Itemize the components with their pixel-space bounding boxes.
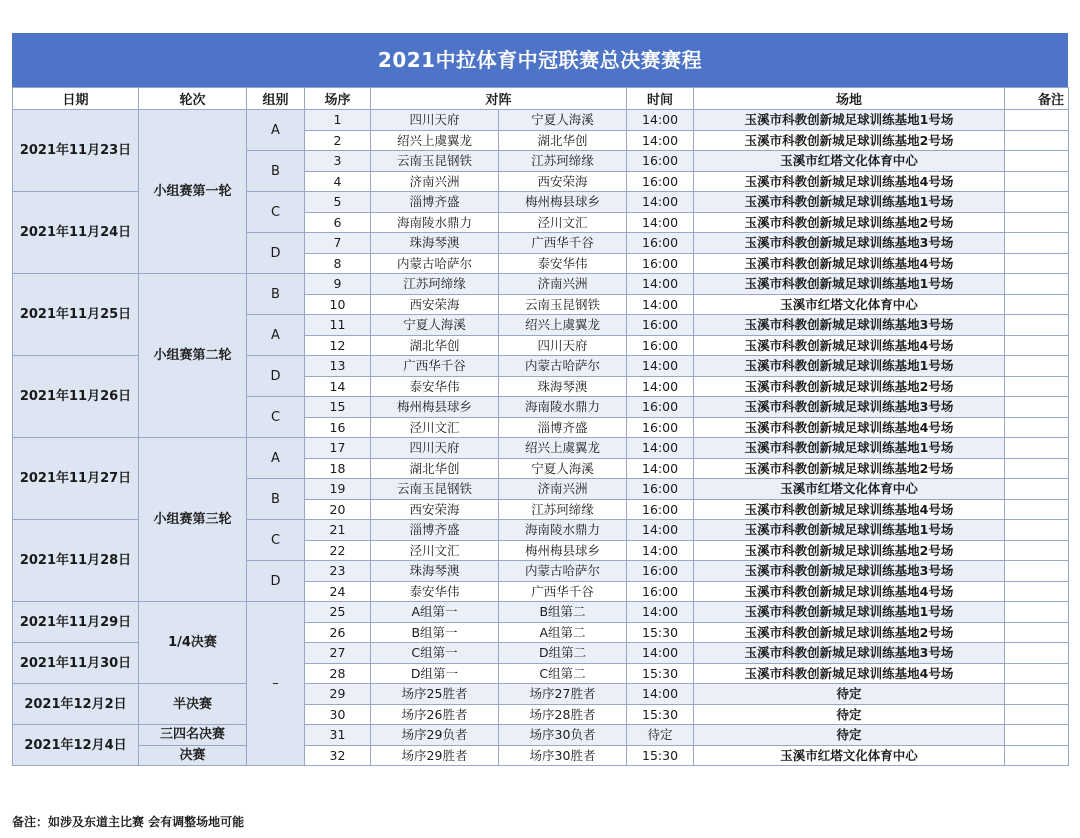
home-team-cell: 济南兴洲 [371,171,499,192]
match-number-cell: 7 [305,233,371,254]
venue-cell: 玉溪市科教创新城足球训练基地4号场 [694,581,1005,602]
remarks-cell [1005,540,1069,561]
time-cell: 16:00 [627,417,694,438]
venue-cell: 玉溪市科教创新城足球训练基地4号场 [694,253,1005,274]
away-team-cell: 珠海琴澳 [499,376,627,397]
away-team-cell: 场序27胜者 [499,684,627,705]
date-cell: 2021年11月30日 [13,643,139,684]
header-row [13,88,1069,110]
remarks-cell [1005,274,1069,295]
venue-cell: 玉溪市红塔文化体育中心 [694,479,1005,500]
time-cell: 15:30 [627,663,694,684]
header-group: 组别 [247,88,305,110]
time-cell: 15:30 [627,745,694,766]
away-team-cell: 内蒙古哈萨尔 [499,561,627,582]
date-cell: 2021年11月25日 [13,274,139,356]
date-cell: 2021年11月27日 [13,438,139,520]
venue-cell: 玉溪市科教创新城足球训练基地1号场 [694,110,1005,131]
venue-cell: 玉溪市科教创新城足球训练基地4号场 [694,171,1005,192]
match-number-cell: 11 [305,315,371,336]
time-cell: 14:00 [627,458,694,479]
match-number-cell: 21 [305,520,371,541]
header-date: 日期 [13,88,139,110]
time-cell: 14:00 [627,643,694,664]
venue-cell: 玉溪市科教创新城足球训练基地4号场 [694,335,1005,356]
away-team-cell: D组第二 [499,643,627,664]
away-team-cell: 广西华千谷 [499,581,627,602]
away-team-cell: 场序28胜者 [499,704,627,725]
venue-cell: 玉溪市科教创新城足球训练基地2号场 [694,212,1005,233]
remarks-cell [1005,151,1069,172]
time-cell: 16:00 [627,151,694,172]
home-team-cell: 绍兴上虞翼龙 [371,130,499,151]
date-cell: 2021年11月23日 [13,110,139,192]
home-team-cell: 泾川文汇 [371,417,499,438]
match-number-cell: 24 [305,581,371,602]
time-cell: 14:00 [627,602,694,623]
match-number-cell: 13 [305,356,371,377]
away-team-cell: 海南陵水鼎力 [499,397,627,418]
time-cell: 16:00 [627,479,694,500]
venue-cell: 玉溪市科教创新城足球训练基地2号场 [694,540,1005,561]
away-team-cell: 泰安华伟 [499,253,627,274]
match-number-cell: 17 [305,438,371,459]
home-team-cell: 淄博齐盛 [371,520,499,541]
match-number-cell: 6 [305,212,371,233]
match-number-cell: 2 [305,130,371,151]
remarks-cell [1005,376,1069,397]
remarks-cell [1005,622,1069,643]
venue-cell: 玉溪市科教创新城足球训练基地1号场 [694,602,1005,623]
home-team-cell: 场序29负者 [371,725,499,746]
remarks-cell [1005,520,1069,541]
match-number-cell: 23 [305,561,371,582]
away-team-cell: 绍兴上虞翼龙 [499,315,627,336]
date-cell: 2021年12月4日 [13,725,139,766]
remarks-cell [1005,315,1069,336]
venue-cell: 待定 [694,725,1005,746]
round-cell: 决赛 [139,745,247,766]
home-team-cell: 西安荣海 [371,294,499,315]
date-cell: 2021年11月29日 [13,602,139,643]
away-team-cell: 西安荣海 [499,171,627,192]
match-number-cell: 14 [305,376,371,397]
venue-cell: 玉溪市科教创新城足球训练基地2号场 [694,376,1005,397]
match-number-cell: 32 [305,745,371,766]
time-cell: 16:00 [627,561,694,582]
schedule-container [12,33,1068,766]
remarks-cell [1005,171,1069,192]
match-number-cell: 26 [305,622,371,643]
venue-cell: 玉溪市红塔文化体育中心 [694,294,1005,315]
match-number-cell: 10 [305,294,371,315]
match-number-cell: 15 [305,397,371,418]
match-number-cell: 30 [305,704,371,725]
away-team-cell: 绍兴上虞翼龙 [499,438,627,459]
home-team-cell: C组第一 [371,643,499,664]
venue-cell: 玉溪市科教创新城足球训练基地1号场 [694,438,1005,459]
time-cell: 15:30 [627,704,694,725]
venue-cell: 玉溪市科教创新城足球训练基地1号场 [694,274,1005,295]
venue-cell: 玉溪市科教创新城足球训练基地4号场 [694,417,1005,438]
away-team-cell: 江苏珂缔缘 [499,151,627,172]
away-team-cell: 宁夏人海溪 [499,110,627,131]
match-number-cell: 19 [305,479,371,500]
round-cell: 1/4决赛 [139,602,247,684]
group-cell: A [247,315,305,356]
remarks-cell [1005,233,1069,254]
round-cell: 半决赛 [139,684,247,725]
remarks-cell [1005,499,1069,520]
venue-cell: 玉溪市科教创新城足球训练基地3号场 [694,315,1005,336]
home-team-cell: 场序25胜者 [371,684,499,705]
home-team-cell: 泾川文汇 [371,540,499,561]
remarks-cell [1005,643,1069,664]
time-cell: 14:00 [627,274,694,295]
round-cell: 小组赛第一轮 [139,110,247,274]
schedule-title: 2021中拉体育中冠联赛总决赛赛程 [12,33,1068,87]
group-cell: C [247,397,305,438]
home-team-cell: 云南玉昆钢铁 [371,479,499,500]
remarks-cell [1005,602,1069,623]
round-cell: 小组赛第三轮 [139,438,247,602]
time-cell: 待定 [627,725,694,746]
home-team-cell: 珠海琴澳 [371,561,499,582]
home-team-cell: 内蒙古哈萨尔 [371,253,499,274]
home-team-cell: 宁夏人海溪 [371,315,499,336]
remarks-cell [1005,192,1069,213]
match-number-cell: 1 [305,110,371,131]
remarks-cell [1005,212,1069,233]
schedule-body [13,110,1069,766]
group-cell: D [247,561,305,602]
away-team-cell: 场序30胜者 [499,745,627,766]
home-team-cell: 西安荣海 [371,499,499,520]
venue-cell: 玉溪市科教创新城足球训练基地4号场 [694,663,1005,684]
home-team-cell: 湖北华创 [371,335,499,356]
remarks-cell [1005,581,1069,602]
date-cell: 2021年11月26日 [13,356,139,438]
time-cell: 16:00 [627,315,694,336]
away-team-cell: 广西华千谷 [499,233,627,254]
away-team-cell: 宁夏人海溪 [499,458,627,479]
remarks-cell [1005,253,1069,274]
home-team-cell: B组第一 [371,622,499,643]
remarks-cell [1005,684,1069,705]
home-team-cell: 四川天府 [371,110,499,131]
group-cell: A [247,438,305,479]
venue-cell: 玉溪市科教创新城足球训练基地2号场 [694,130,1005,151]
match-number-cell: 22 [305,540,371,561]
header-match-no: 场序 [305,88,371,110]
time-cell: 16:00 [627,233,694,254]
time-cell: 16:00 [627,335,694,356]
away-team-cell: 海南陵水鼎力 [499,520,627,541]
remarks-cell [1005,725,1069,746]
time-cell: 14:00 [627,438,694,459]
date-cell: 2021年12月2日 [13,684,139,725]
remarks-cell [1005,704,1069,725]
home-team-cell: 江苏珂缔缘 [371,274,499,295]
table-row [13,602,1069,623]
away-team-cell: 济南兴洲 [499,274,627,295]
remarks-cell [1005,663,1069,684]
remarks-cell [1005,561,1069,582]
header-matchup: 对阵 [371,88,627,110]
match-number-cell: 27 [305,643,371,664]
home-team-cell: D组第一 [371,663,499,684]
away-team-cell: 内蒙古哈萨尔 [499,356,627,377]
match-number-cell: 4 [305,171,371,192]
away-team-cell: 梅州梅县球乡 [499,540,627,561]
home-team-cell: 场序29胜者 [371,745,499,766]
venue-cell: 玉溪市科教创新城足球训练基地1号场 [694,356,1005,377]
header-round: 轮次 [139,88,247,110]
time-cell: 16:00 [627,253,694,274]
home-team-cell: 泰安华伟 [371,376,499,397]
venue-cell: 玉溪市科教创新城足球训练基地3号场 [694,397,1005,418]
time-cell: 14:00 [627,540,694,561]
match-number-cell: 31 [305,725,371,746]
remarks-cell [1005,417,1069,438]
time-cell: 16:00 [627,499,694,520]
venue-cell: 玉溪市科教创新城足球训练基地1号场 [694,192,1005,213]
remarks-cell [1005,458,1069,479]
match-number-cell: 28 [305,663,371,684]
match-number-cell: 18 [305,458,371,479]
remarks-cell [1005,335,1069,356]
time-cell: 16:00 [627,171,694,192]
time-cell: 14:00 [627,130,694,151]
away-team-cell: B组第二 [499,602,627,623]
time-cell: 14:00 [627,110,694,131]
table-row [13,274,1069,295]
time-cell: 16:00 [627,581,694,602]
match-number-cell: 20 [305,499,371,520]
venue-cell: 待定 [694,684,1005,705]
home-team-cell: A组第一 [371,602,499,623]
away-team-cell: C组第二 [499,663,627,684]
home-team-cell: 珠海琴澳 [371,233,499,254]
time-cell: 15:30 [627,622,694,643]
away-team-cell: 淄博齐盛 [499,417,627,438]
venue-cell: 玉溪市科教创新城足球训练基地3号场 [694,643,1005,664]
table-row [13,725,1069,746]
round-cell: 小组赛第二轮 [139,274,247,438]
away-team-cell: 湖北华创 [499,130,627,151]
group-cell: C [247,192,305,233]
group-cell: C [247,520,305,561]
remarks-cell [1005,110,1069,131]
match-number-cell: 12 [305,335,371,356]
schedule-table [12,87,1069,766]
remarks-cell [1005,356,1069,377]
date-cell: 2021年11月28日 [13,520,139,602]
venue-cell: 玉溪市科教创新城足球训练基地2号场 [694,458,1005,479]
home-team-cell: 梅州梅县球乡 [371,397,499,418]
away-team-cell: 云南玉昆钢铁 [499,294,627,315]
remarks-cell [1005,397,1069,418]
time-cell: 16:00 [627,397,694,418]
home-team-cell: 淄博齐盛 [371,192,499,213]
away-team-cell: 场序30负者 [499,725,627,746]
footnote: 备注：如涉及东道主比赛 会有调整场地可能 [12,815,245,829]
away-team-cell: 济南兴洲 [499,479,627,500]
home-team-cell: 广西华千谷 [371,356,499,377]
match-number-cell: 3 [305,151,371,172]
venue-cell: 待定 [694,704,1005,725]
home-team-cell: 海南陵水鼎力 [371,212,499,233]
remarks-cell [1005,479,1069,500]
remarks-cell [1005,294,1069,315]
header-remarks: 备注 [1005,88,1069,110]
group-cell: A [247,110,305,151]
home-team-cell: 泰安华伟 [371,581,499,602]
time-cell: 14:00 [627,376,694,397]
time-cell: 14:00 [627,294,694,315]
match-number-cell: 25 [305,602,371,623]
away-team-cell: 四川天府 [499,335,627,356]
match-number-cell: 5 [305,192,371,213]
venue-cell: 玉溪市红塔文化体育中心 [694,151,1005,172]
group-cell: – [247,602,305,766]
away-team-cell: 梅州梅县球乡 [499,192,627,213]
header-time: 时间 [627,88,694,110]
round-cell: 三四名决赛 [139,725,247,746]
group-cell: B [247,151,305,192]
venue-cell: 玉溪市科教创新城足球训练基地3号场 [694,233,1005,254]
header-venue: 场地 [694,88,1005,110]
venue-cell: 玉溪市科教创新城足球训练基地2号场 [694,622,1005,643]
match-number-cell: 9 [305,274,371,295]
remarks-cell [1005,438,1069,459]
group-cell: D [247,356,305,397]
table-row [13,110,1069,131]
group-cell: B [247,274,305,315]
match-number-cell: 29 [305,684,371,705]
time-cell: 14:00 [627,212,694,233]
venue-cell: 玉溪市科教创新城足球训练基地3号场 [694,561,1005,582]
date-cell: 2021年11月24日 [13,192,139,274]
home-team-cell: 湖北华创 [371,458,499,479]
remarks-cell [1005,130,1069,151]
time-cell: 14:00 [627,192,694,213]
venue-cell: 玉溪市科教创新城足球训练基地1号场 [694,520,1005,541]
time-cell: 14:00 [627,356,694,377]
time-cell: 14:00 [627,520,694,541]
table-row [13,684,1069,705]
match-number-cell: 16 [305,417,371,438]
home-team-cell: 四川天府 [371,438,499,459]
home-team-cell: 云南玉昆钢铁 [371,151,499,172]
venue-cell: 玉溪市科教创新城足球训练基地4号场 [694,499,1005,520]
table-row [13,438,1069,459]
table-row [13,745,1069,766]
match-number-cell: 8 [305,253,371,274]
away-team-cell: 泾川文汇 [499,212,627,233]
group-cell: B [247,479,305,520]
home-team-cell: 场序26胜者 [371,704,499,725]
group-cell: D [247,233,305,274]
time-cell: 14:00 [627,684,694,705]
away-team-cell: A组第二 [499,622,627,643]
away-team-cell: 江苏珂缔缘 [499,499,627,520]
remarks-cell [1005,745,1069,766]
venue-cell: 玉溪市红塔文化体育中心 [694,745,1005,766]
